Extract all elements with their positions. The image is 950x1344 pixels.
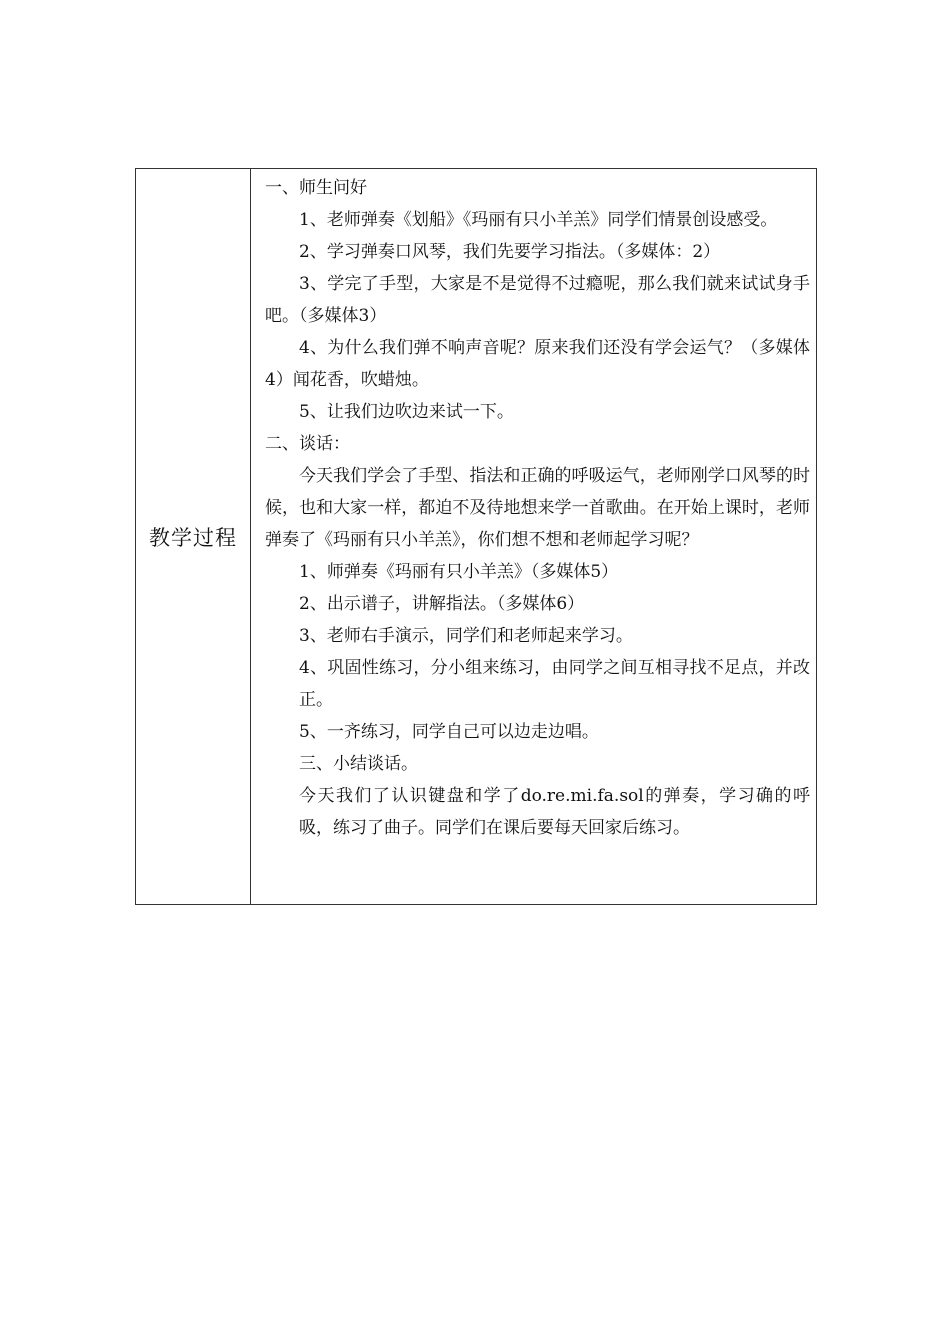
paragraph-talk-step-5: 5、一齐练习，同学自己可以边走边唱。 [299,722,599,742]
lesson-plan-table [135,168,817,905]
paragraph-talk-step-4: 4、巩固性练习，分小组来练习，由同学之间互相寻找不足点，并改正。 [299,658,810,710]
section-content [251,169,817,905]
heading-summary: 三、小结谈话。 [299,754,418,774]
paragraph-step-4: 4、为什么我们弹不响声音呢？原来我们还没有学会运气？（多媒体4）闻花香，吹蜡烛。 [265,338,810,390]
paragraph-talk-step-1: 1、师弹奏《玛丽有只小羊羔》（多媒体5） [299,562,619,582]
paragraph-talk-step-2: 2、出示谱子，讲解指法。（多媒体6） [299,594,585,614]
paragraph-step-5: 5、让我们边吹边来试一下。 [299,402,514,422]
paragraph-step-2: 2、学习弹奏口风琴，我们先要学习指法。（多媒体：2） [299,242,721,262]
paragraph-talk-intro: 今天我们学会了手型、指法和正确的呼吸运气，老师刚学口风琴的时候，也和大家一样，都迫不及待地想来学一首歌曲。在开始上课时，老师弹奏了《玛丽有只小羊羔》，你们想不想和老师起学习呢？ [265,466,810,550]
paragraph-talk-step-3: 3、老师右手演示，同学们和老师起来学习。 [299,626,633,646]
heading-greeting: 一、师生问好 [265,178,367,198]
teaching-process-row [136,169,817,905]
paragraph-summary: 今天我们了认识键盘和学了do.re.mi.fa.sol的弹奏，学习确的呼吸，练习了曲子。同学们在课后要每天回家后练习。 [299,786,810,838]
paragraph-step-3: 3、学完了手型，大家是不是觉得不过瘾呢，那么我们就来试试身手吧。（多媒体3） [265,274,810,326]
section-label: 教学过程 [136,169,251,905]
paragraph-step-1: 1、老师弹奏《划船》《玛丽有只小羊羔》同学们情景创设感受。 [299,210,778,230]
heading-talk: 二、谈话： [265,434,350,454]
